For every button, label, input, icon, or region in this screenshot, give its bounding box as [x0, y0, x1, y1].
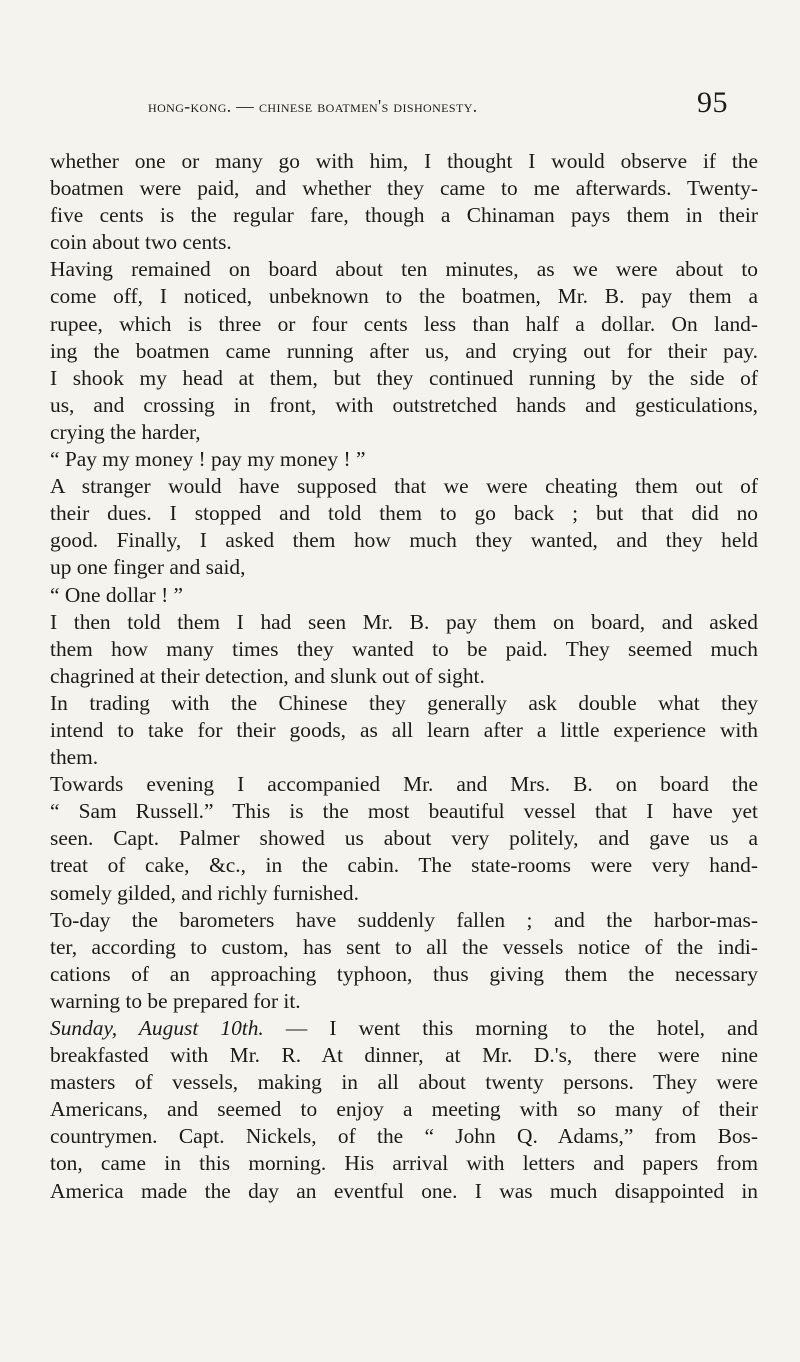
line-text: I then told them I had seen Mr. B. pay them on board, and asked: [50, 609, 758, 634]
text-line: [50, 798, 758, 825]
text-line: [50, 1123, 758, 1150]
text-line: [50, 229, 758, 256]
text-line: [50, 256, 758, 283]
text-line: [50, 1096, 758, 1123]
text-line: [50, 609, 758, 636]
line-text: masters of vessels, making in all about twenty persons. They were: [50, 1070, 758, 1095]
text-line: [50, 1042, 758, 1069]
date-heading: Sunday, August 10th.: [50, 1016, 264, 1040]
line-text: boatmen were paid, and whether they came to me afterwards. Twenty-: [50, 176, 758, 201]
text-line: [50, 311, 758, 338]
line-text: chagrined at their detection, and slunk out of sight.: [50, 663, 485, 688]
line-text: In trading with the Chinese they generally ask double what they: [50, 690, 758, 715]
text-line: [50, 202, 758, 229]
line-text: us, and crossing in front, with outstretched hands and gesticulations,: [50, 392, 758, 417]
text-line: [50, 473, 758, 500]
line-text: “ Pay my money ! pay my money ! ”: [50, 447, 366, 472]
line-text: their dues. I stopped and told them to go back ; but that did no: [50, 501, 758, 526]
line-text: rupee, which is three or four cents less than half a dollar. On land-: [50, 311, 758, 336]
text-line: [50, 527, 758, 554]
line-text: “ One dollar ! ”: [50, 582, 184, 607]
running-head: hong-kong. — chinese boatmen's dishonesty.: [148, 96, 478, 116]
line-text: Towards evening I accompanied Mr. and Mrs. B. on board the: [50, 772, 758, 797]
line-text: America made the day an eventful one. I was much disappointed in: [50, 1178, 758, 1203]
text-line: [50, 554, 758, 581]
text-line: [50, 446, 758, 473]
text-line: [50, 1069, 758, 1096]
line-text: Americans, and seemed to enjoy a meeting with so many of their: [50, 1097, 758, 1122]
line-text: somely gilded, and richly furnished.: [50, 880, 359, 905]
text-line: [50, 283, 758, 310]
text-line: [50, 852, 758, 879]
line-text: A stranger would have supposed that we were cheating them out of: [50, 474, 758, 499]
text-line: [50, 419, 758, 446]
line-text: good. Finally, I asked them how much they wanted, and they held: [50, 528, 758, 553]
text-line: [50, 338, 758, 365]
line-text: warning to be prepared for it.: [50, 988, 301, 1013]
line-text: — I went this morning to the hotel, and: [263, 1016, 758, 1040]
line-text: “ Sam Russell.” This is the most beautiful vessel that I have yet: [50, 799, 758, 824]
text-line: [50, 907, 758, 934]
line-text: ter, according to custom, has sent to all the vessels notice of the indi-: [50, 934, 758, 959]
line-text: come off, I noticed, unbeknown to the boatmen, Mr. B. pay them a: [50, 284, 758, 309]
text-line: [50, 582, 758, 609]
line-text: treat of cake, &c., in the cabin. The state-rooms were very hand-: [50, 853, 758, 878]
page-header: [148, 86, 728, 126]
body-text: [50, 148, 758, 1205]
line-text: coin about two cents.: [50, 230, 232, 255]
line-text: seen. Capt. Palmer showed us about very politely, and gave us a: [50, 826, 758, 851]
text-line: [50, 934, 758, 961]
line-text: ing the boatmen came running after us, and crying out for their pay.: [50, 338, 758, 363]
text-line: [50, 988, 758, 1015]
text-line: [50, 690, 758, 717]
line-text: five cents is the regular fare, though a Chinaman pays them in their: [50, 203, 758, 228]
text-line: [50, 175, 758, 202]
page-number: 95: [697, 86, 728, 119]
line-text: them.: [50, 745, 99, 770]
line-text: Having remained on board about ten minutes, as we were about to: [50, 257, 758, 282]
text-line: [50, 880, 758, 907]
text-line: [50, 663, 758, 690]
line-text: breakfasted with Mr. R. At dinner, at Mr. D.'s, there were nine: [50, 1043, 758, 1068]
line-text: crying the harder,: [50, 419, 201, 444]
text-line: [50, 365, 758, 392]
text-line: [50, 636, 758, 663]
text-line: [50, 1150, 758, 1177]
line-text: whether one or many go with him, I thought I would observe if the: [50, 149, 758, 173]
line-text: cations of an approaching typhoon, thus giving them the necessary: [50, 961, 758, 986]
text-line: [50, 961, 758, 988]
text-line: [50, 1015, 758, 1042]
line-text: intend to take for their goods, as all learn after a little experience with: [50, 717, 758, 742]
line-text: up one finger and said,: [50, 555, 246, 580]
text-line: [50, 1178, 758, 1205]
line-text: countrymen. Capt. Nickels, of the “ John Q. Adams,” from Bos-: [50, 1124, 758, 1149]
text-line: [50, 392, 758, 419]
text-line: [50, 148, 758, 175]
line-text: them how many times they wanted to be paid. They seemed much: [50, 636, 758, 661]
text-line: [50, 825, 758, 852]
text-line: [50, 717, 758, 744]
line-text: ton, came in this morning. His arrival with letters and papers from: [50, 1151, 758, 1176]
line-text: I shook my head at them, but they continued running by the side of: [50, 365, 758, 390]
text-line: [50, 771, 758, 798]
text-line: [50, 500, 758, 527]
text-line: [50, 744, 758, 771]
line-text: To-day the barometers have suddenly fallen ; and the harbor-mas-: [50, 907, 758, 932]
